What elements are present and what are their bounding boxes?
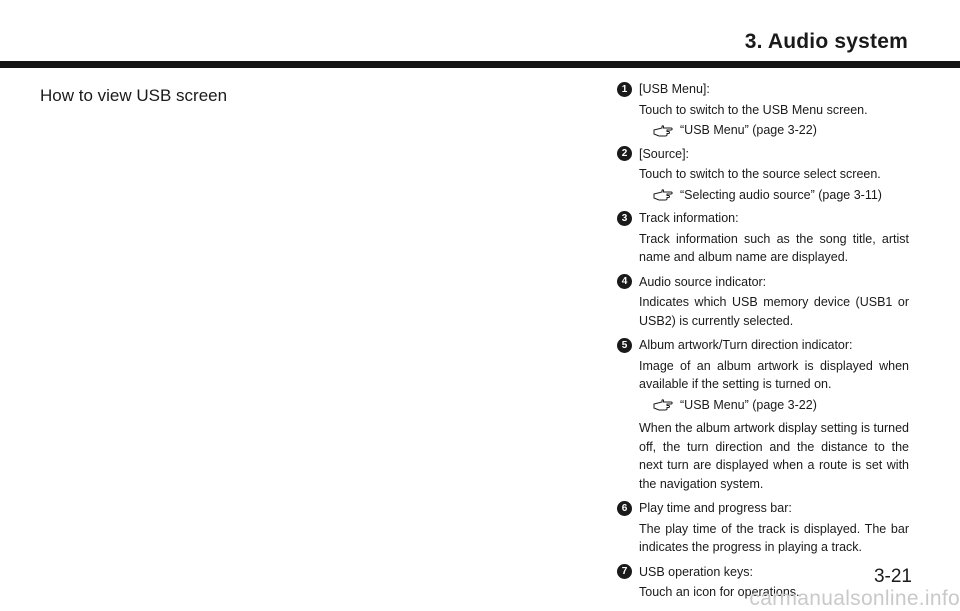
item-title: Audio source indicator: [639,274,767,289]
item-description: Touch an icon for operations. [639,585,800,599]
item-title: [USB Menu]: [639,82,710,96]
pointing-hand-icon [653,398,675,411]
header-rule [0,61,960,68]
cross-reference[interactable] [653,121,909,140]
list-item [617,336,909,493]
list-item [617,209,909,267]
item-description: When the album artwork display setting is turned off, the turn direction and the distance to the next turn are displayed when a route is set with the navigation system. [639,421,909,491]
reference-text[interactable]: “Selecting audio source” (page 3-11) [680,187,882,202]
item-title: USB operation keys: [639,564,753,579]
list-item [617,273,909,331]
item-description: The play time of the track is displayed. The bar indicates the progress in playing a track. [639,521,909,554]
item-number-badge: 5 [617,338,632,353]
cross-reference[interactable] [653,396,909,415]
section-heading: How to view USB screen [40,86,228,105]
item-number-badge: 1 [617,82,632,97]
item-description: Indicates which USB memory device (USB1 or USB2) is currently selected. [639,295,909,328]
item-list [617,80,909,608]
list-item [617,499,909,557]
item-description: Touch to switch to the source select screen. [639,167,881,181]
item-title: Album artwork/Turn direction indicator: [639,338,853,352]
item-title: [Source]: [639,146,690,161]
reference-text[interactable]: “USB Menu” (page 3-22) [680,123,817,137]
item-number-badge: 2 [617,146,632,161]
chapter-title: 3. Audio system [744,30,908,53]
item-number-badge: 7 [617,564,632,579]
cross-reference[interactable] [653,186,909,205]
item-number-badge: 6 [617,501,632,516]
list-item [617,145,909,205]
item-description: Track information such as the song title, artist name and album name are displayed. [639,231,909,264]
item-number-badge: 4 [617,274,632,289]
pointing-hand-icon [653,124,675,137]
page-number: 3-21 [873,566,912,587]
item-description: Touch to switch to the USB Menu screen. [639,102,868,117]
item-title: Track information: [639,211,739,225]
watermark: carmanualsonline.info [749,587,960,610]
item-description: Image of an album artwork is displayed when available if the setting is turned on. [639,358,909,391]
list-item [617,80,909,140]
pointing-hand-icon [653,188,675,201]
reference-text[interactable]: “USB Menu” (page 3-22) [680,397,817,412]
item-number-badge: 3 [617,211,632,226]
item-title: Play time and progress bar: [639,501,792,515]
